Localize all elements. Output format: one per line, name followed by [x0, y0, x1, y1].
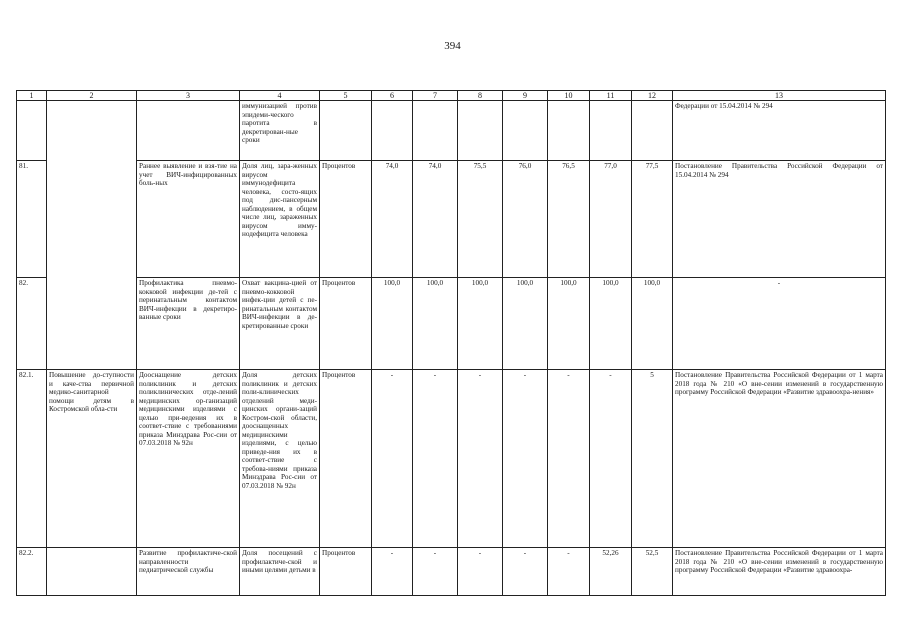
- value-cell: 76,5: [548, 161, 590, 278]
- value-cell: [632, 101, 673, 161]
- column-header: 11: [590, 91, 632, 101]
- value-cell: -: [372, 370, 413, 548]
- value-cell: 77,0: [590, 161, 632, 278]
- value-cell: -: [503, 548, 548, 596]
- unit-cell: Процентов: [320, 548, 372, 596]
- column-header: 4: [240, 91, 320, 101]
- value-cell: [372, 101, 413, 161]
- indicators-table: [16, 90, 886, 596]
- value-cell: -: [372, 548, 413, 596]
- measure-cell: [137, 101, 240, 161]
- column-header: 3: [137, 91, 240, 101]
- row-number: [17, 101, 47, 161]
- source-cell: Постановление Правительства Российской Федерации от 1 марта 2018 года № 210 «О вне-сении изменений в государственную программу Российской Федерации «Развитие здравоохра-нения»: [673, 370, 886, 548]
- value-cell: -: [458, 370, 503, 548]
- indicator-cell: Охват вакцина-цией от пневмо-кокковой инфек-ции детей с пе-ринатальным контактом ВИЧ-инфекции в де-кретированные сроки: [240, 278, 320, 370]
- value-cell: 75,5: [458, 161, 503, 278]
- row-number: 82.: [17, 278, 47, 370]
- indicator-cell: иммунизацией против эпидеми-ческого паротита в декретирован-ные сроки: [240, 101, 320, 161]
- measure-cell: Дооснащение детских поликлиник и детских поликлинических отде-лений медицинских ор-ганизаций медицинскими изделиями с целью при-ведения их в соответ-ствие с требованиями приказа Минздрава Рос-сии от 07.03.2018 № 92н: [137, 370, 240, 548]
- value-cell: -: [548, 548, 590, 596]
- value-cell: [590, 101, 632, 161]
- column-header: 7: [413, 91, 458, 101]
- column-header: 1: [17, 91, 47, 101]
- column-number-row: [17, 91, 886, 101]
- value-cell: 100,0: [503, 278, 548, 370]
- program-cell: [47, 548, 137, 596]
- value-cell: [503, 101, 548, 161]
- unit-cell: Процентов: [320, 370, 372, 548]
- value-cell: [548, 101, 590, 161]
- indicator-cell: Доля детских поликлиник и детских поли-клинических отделений меди-цинских органи-заций Костром-ской области, дооснащенных медицинскими изделиями, с целью приведе-ния их в соответ-ствие с требова-ниями приказа Минздрава Рос-сии от 07.03.2018 № 92н: [240, 370, 320, 548]
- table-row: [17, 278, 886, 370]
- value-cell: 100,0: [413, 278, 458, 370]
- value-cell: -: [590, 370, 632, 548]
- table-row: [17, 370, 886, 548]
- value-cell: 100,0: [590, 278, 632, 370]
- column-header: 5: [320, 91, 372, 101]
- column-header: 2: [47, 91, 137, 101]
- source-cell: -: [673, 278, 886, 370]
- column-header: 13: [673, 91, 886, 101]
- source-cell: Федерации от 15.04.2014 № 294: [673, 101, 886, 161]
- value-cell: 74,0: [413, 161, 458, 278]
- measure-cell: Раннее выявление и взя-тие на учет ВИЧ-инфицированных боль-ных: [137, 161, 240, 278]
- value-cell: [413, 101, 458, 161]
- indicator-cell: Доля посещений с профилактиче-ской и иными целями детьми в: [240, 548, 320, 596]
- column-header: 10: [548, 91, 590, 101]
- column-header: 8: [458, 91, 503, 101]
- value-cell: 100,0: [372, 278, 413, 370]
- measure-cell: Развитие профилактиче-ской направленности педиатрической службы: [137, 548, 240, 596]
- column-header: 9: [503, 91, 548, 101]
- value-cell: 100,0: [632, 278, 673, 370]
- value-cell: 5: [632, 370, 673, 548]
- measure-cell: Профилактика пневмо-кокковой инфекции де-тей с перинатальным контактом ВИЧ-инфекции в декретиро-ванные сроки: [137, 278, 240, 370]
- row-number: 81.: [17, 161, 47, 278]
- value-cell: 100,0: [458, 278, 503, 370]
- value-cell: 52,5: [632, 548, 673, 596]
- source-cell: Постановление Правительства Российской Федерации от 1 марта 2018 года № 210 «О вне-сении изменений в государственную программу Российской Федерации «Развитие здравоохра-: [673, 548, 886, 596]
- table-row: [17, 548, 886, 596]
- program-cell: [47, 101, 137, 370]
- value-cell: -: [413, 370, 458, 548]
- value-cell: -: [548, 370, 590, 548]
- program-cell: Повышение до-ступности и каче-ства первичной медико-санитарной помощи детям в Костромской обла-сти: [47, 370, 137, 548]
- value-cell: 77,5: [632, 161, 673, 278]
- row-number: 82.1.: [17, 370, 47, 548]
- page-number: 394: [444, 40, 461, 52]
- indicator-cell: Доля лиц, зара-женных вирусом иммунодефицита человека, состо-ящих под дис-пансерным наблюдением, в общем числе лиц, зараженных вирусом имму-нодефицита человека: [240, 161, 320, 278]
- value-cell: -: [503, 370, 548, 548]
- source-cell: Постановление Правительства Российской Федерации от 15.04.2014 № 294: [673, 161, 886, 278]
- unit-cell: [320, 101, 372, 161]
- column-header: 6: [372, 91, 413, 101]
- row-number: 82.2.: [17, 548, 47, 596]
- column-header: 12: [632, 91, 673, 101]
- value-cell: [458, 101, 503, 161]
- value-cell: 100,0: [548, 278, 590, 370]
- value-cell: 74,0: [372, 161, 413, 278]
- value-cell: -: [413, 548, 458, 596]
- unit-cell: Процентов: [320, 161, 372, 278]
- value-cell: 52,26: [590, 548, 632, 596]
- value-cell: 76,0: [503, 161, 548, 278]
- unit-cell: Процентов: [320, 278, 372, 370]
- table-row: [17, 161, 886, 278]
- table-row: [17, 101, 886, 161]
- value-cell: -: [458, 548, 503, 596]
